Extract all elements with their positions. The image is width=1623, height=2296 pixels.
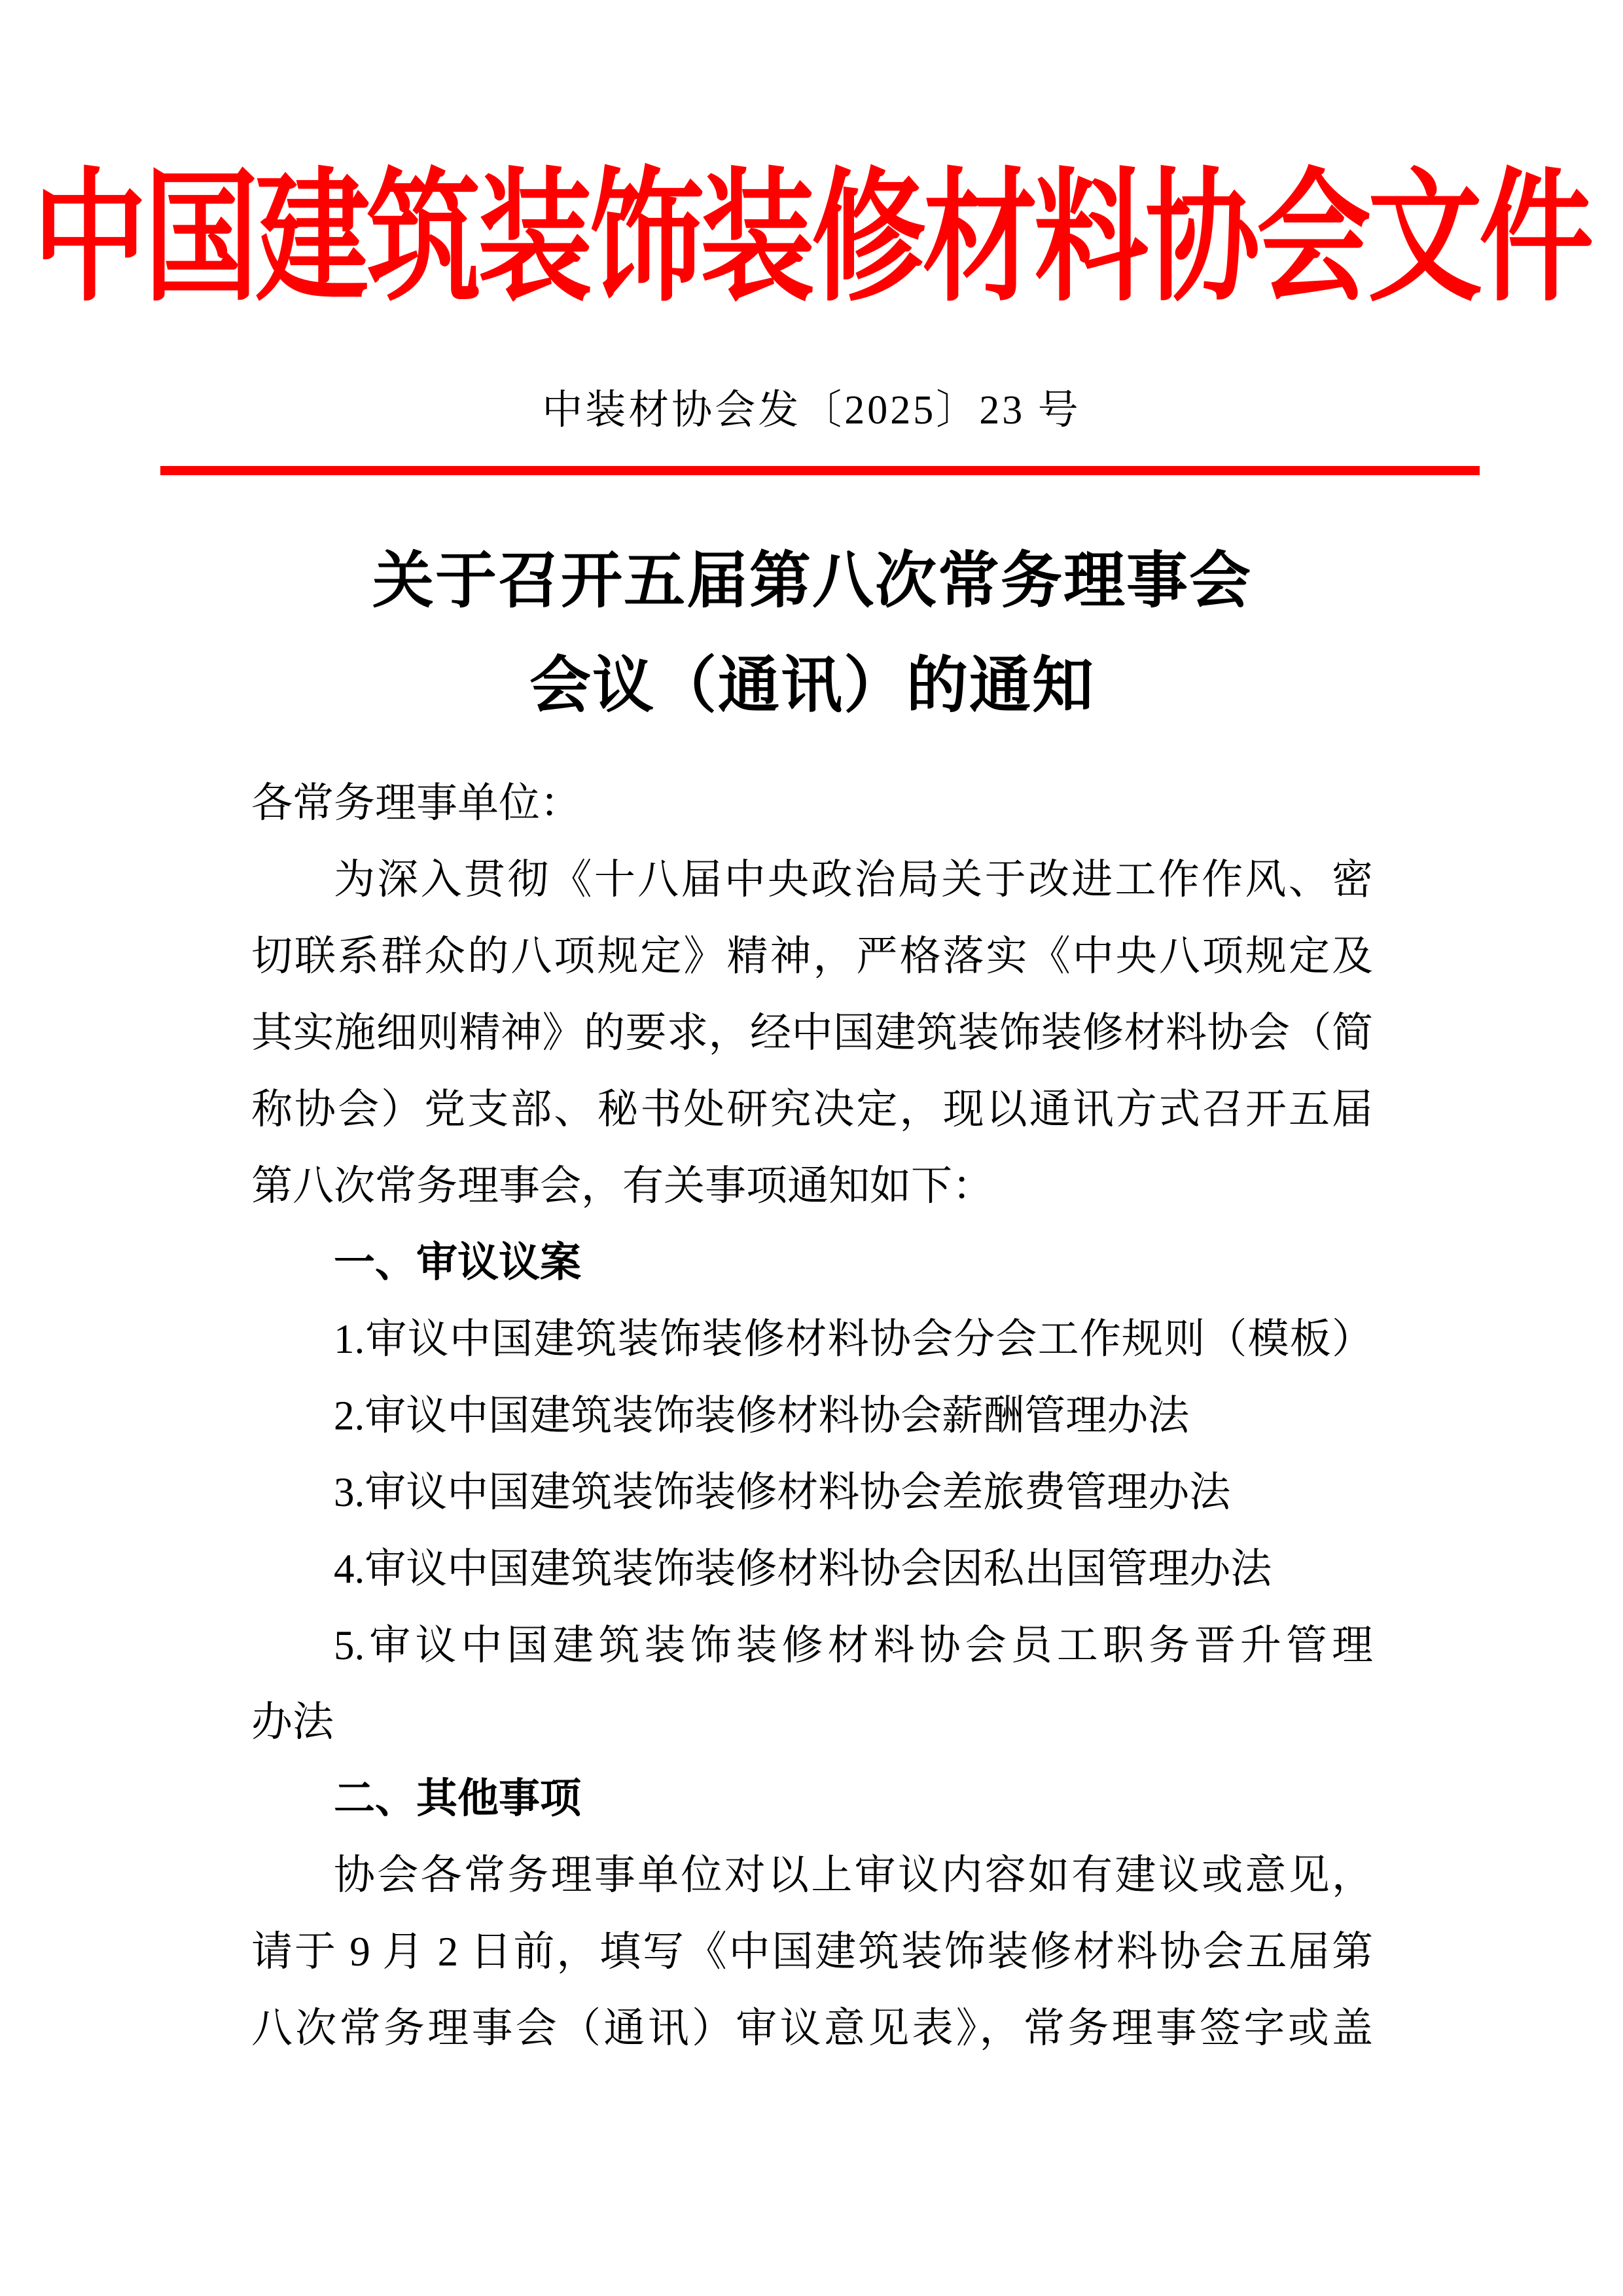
red-separator-line (160, 466, 1480, 475)
body-line: 第八次常务理事会，有关事项通知如下： (251, 1163, 993, 1209)
body-line: 2.审议中国建筑装饰装修材料协会薪酬管理办法 (334, 1393, 1190, 1439)
org-masthead-title: 中国建筑装饰装修材料协会文件 (33, 159, 1590, 319)
body-line: 请于 9 月 2 日前，填写《中国建筑装饰装修材料协会五届第 (251, 1929, 1373, 1975)
body-line: 二、其他事项 (334, 1776, 581, 1821)
body-line: 协会各常务理事单位对以上审议内容如有建议或意见， (334, 1852, 1373, 1898)
doc-title-line2: 会议（通讯）的通知 (529, 652, 1095, 720)
body-line: 称协会）党支部、秘书处研究决定，现以通讯方式召开五届 (251, 1086, 1373, 1132)
doc-title-line1: 关于召开五届第八次常务理事会 (372, 547, 1252, 615)
body-line: 其实施细则精神》的要求，经中国建筑装饰装修材料协会（简 (251, 1010, 1373, 1056)
body-line: 4.审议中国建筑装饰装修材料协会因私出国管理办法 (334, 1546, 1272, 1592)
doc-reference-number: 中装材协会发〔2025〕23 号 (542, 388, 1081, 433)
body-line: 各常务理事单位： (251, 780, 581, 826)
body-line: 八次常务理事会（通讯）审议意见表》，常务理事签字或盖 (251, 2005, 1373, 2051)
body-line: 办法 (251, 1699, 334, 1745)
body-line: 为深入贯彻《十八届中央政治局关于改进工作作风、密 (334, 857, 1373, 903)
body-line: 5.审议中国建筑装饰装修材料协会员工职务晋升管理 (334, 1623, 1373, 1668)
doc-title (251, 529, 1373, 738)
body-text (251, 765, 1373, 2067)
body-line: 切联系群众的八项规定》精神，严格落实《中央八项规定及 (251, 933, 1373, 979)
body-line: 3.审议中国建筑装饰装修材料协会差旅费管理办法 (334, 1469, 1231, 1515)
body-line: 1.审议中国建筑装饰装修材料协会分会工作规则（模板） (334, 1316, 1373, 1362)
body-line: 一、审议议案 (334, 1240, 581, 1285)
